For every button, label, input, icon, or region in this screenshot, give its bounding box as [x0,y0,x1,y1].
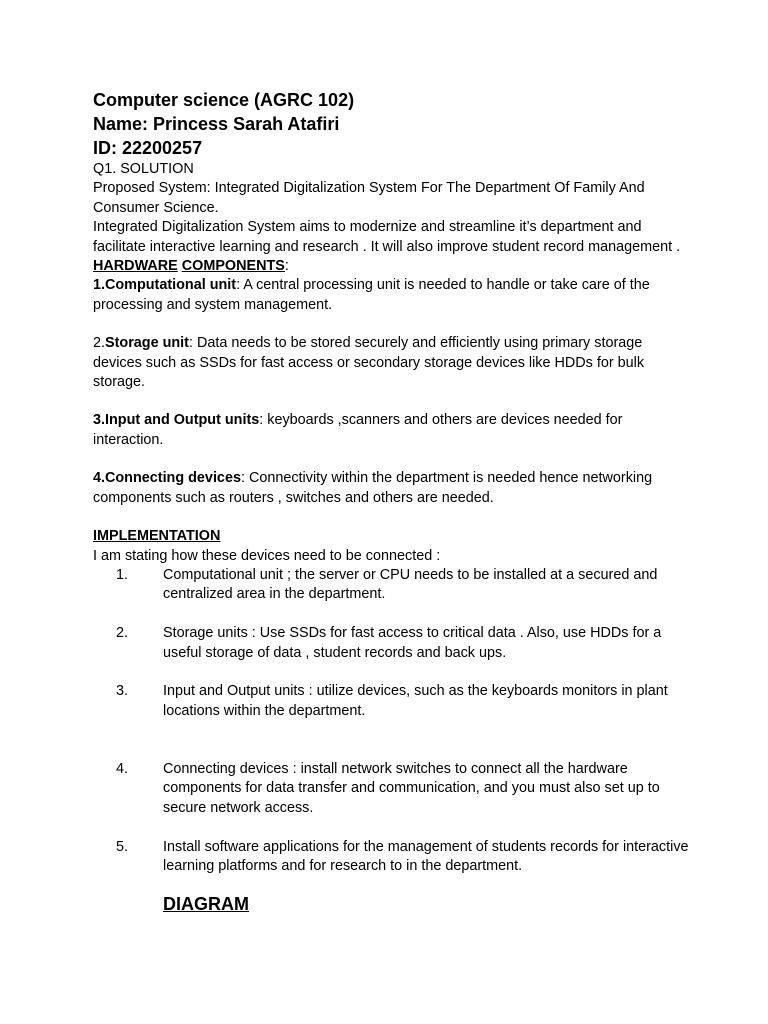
hardware-item-text: : keyboards ,scanners and others are devices needed for interaction. [93,412,623,448]
hardware-item-label: 1.Computational unit [93,277,237,294]
list-item-text: Install software applications for the management of students records for interactive learning platforms and for research to in the department. [163,838,689,874]
question-label: Q1. SOLUTION [93,161,194,177]
hardware-item-label: 3.Input and Output units [93,412,260,429]
list-item [93,682,693,721]
diagram-heading: DIAGRAM [163,894,249,915]
spacer [93,392,693,411]
hardware-item-label: 4.Connecting devices [93,470,241,487]
student-id: ID: 22200257 [93,138,203,158]
hardware-item-storage [93,334,693,392]
hardware-item-io [93,411,693,450]
list-item-text: Input and Output units : utilize devices, such as the keyboards monitors in plant locations within the department. [163,683,668,719]
list-item [93,624,693,663]
proposed-system: Proposed System: Integrated Digitalization System For The Department Of Family And Consumer Science. [93,180,645,216]
course-title: Computer science (AGRC 102) [93,90,355,110]
list-item [93,760,693,818]
list-item-number: 3. [116,683,129,700]
list-item-number: 4. [116,760,129,777]
hardware-item-computational [93,276,693,315]
hardware-heading [93,257,693,276]
document-body [93,88,693,915]
spacer [93,315,693,334]
list-item-text: Storage units : Use SSDs for fast access to critical data . Also, use HDDs for a useful storage of data , student records and back ups. [163,625,662,661]
hardware-item-text: : Data needs to be stored securely and efficiently using primary storage devices such as SSDs for fast access or secondary storage devices like HDDs for bulk storage. [93,335,645,391]
hardware-item-text: : A central processing unit is needed to handle or take care of the processing and system management. [93,277,650,313]
list-item-number: 2. [116,625,129,642]
list-item [93,838,693,877]
system-aim: Integrated Digitalization System aims to modernize and streamline it’s department and facilitate interactive learning and research . It will also improve student record management . [93,219,681,255]
hardware-item-label: Storage unit [105,335,189,352]
spacer [93,450,693,469]
list-item-number: 5. [116,838,129,855]
spacer [93,508,693,527]
hardware-heading-word1: HARDWARE [93,258,178,275]
list-item-number: 1. [116,566,129,583]
list-item [93,566,693,605]
hardware-item-text: : Connectivity within the department is needed hence networking components such as routers , switches and others are needed. [93,470,653,506]
implementation-list [93,566,693,876]
hardware-heading-word2: COMPONENTS [181,258,285,275]
hardware-item-prefix: 2. [93,335,106,352]
student-name: Name: Princess Sarah Atafiri [93,114,340,134]
list-item-text: Computational unit ; the server or CPU needs to be installed at a secured and centralized area in the department. [163,566,658,603]
list-item-text: Connecting devices : install network switches to connect all the hardware components for data transfer and communication, and you must also set up to secure network access. [163,760,660,816]
hardware-heading-colon: : [284,258,289,275]
hardware-item-connecting [93,469,693,508]
implementation-intro: I am stating how these devices need to be connected : [93,547,441,564]
implementation-heading: IMPLEMENTATION [93,528,221,545]
